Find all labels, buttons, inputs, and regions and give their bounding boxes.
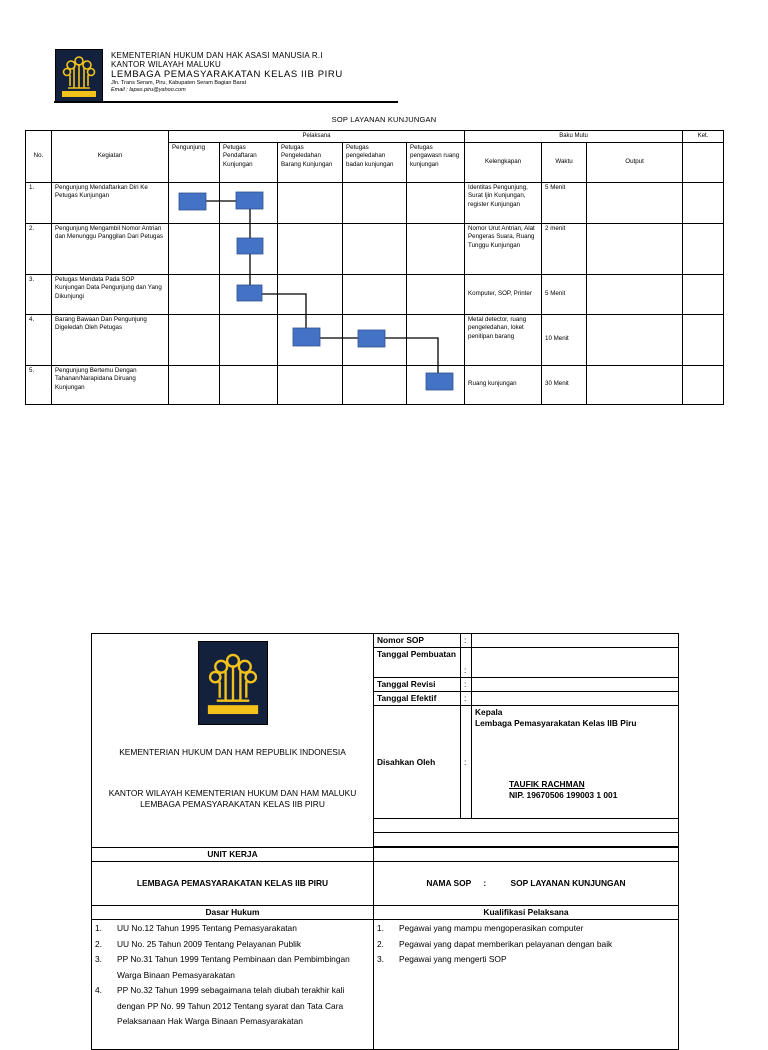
list-item: 2. Pegawai yang dapat memberikan pelayanan dengan baik	[377, 938, 613, 949]
list-item: 1. UU No.12 Tahun 1995 Tentang Pemasyarakatan	[95, 923, 297, 933]
kualifikasi-header: Kualifikasi Pelaksana	[374, 906, 679, 920]
header-address: Jln. Trans Seram, Piru, Kabupaten Seram Bagian Barat	[111, 80, 247, 86]
ministry-logo-large	[198, 641, 268, 725]
ministry-logo	[55, 49, 103, 103]
row-kelengkapan: Metal detector, ruang pengeledahan, loket penitipan barang	[465, 314, 542, 365]
row-kegiatan: Pengunjung Mendaftarkan Diri Ke Petugas Kunjungan	[52, 182, 169, 223]
header-no: No.	[26, 131, 52, 183]
blank-cell	[374, 848, 679, 862]
label-tanggal-efektif: Tanggal Efektif	[374, 692, 461, 706]
colon: :	[461, 634, 472, 648]
nama-sop-cell	[374, 862, 679, 906]
list-item: 3. Pegawai yang mengerti SOP	[377, 954, 507, 964]
row-waktu: 2 menit	[542, 223, 587, 274]
row-waktu: 10 Menit	[542, 314, 587, 365]
colon: :	[461, 678, 472, 692]
row-no: 4.	[26, 314, 52, 365]
row-kelengkapan: Identitas Pengunjung, Surat Ijin Kunjungan, register Kunjungan	[465, 182, 542, 223]
colon: :	[461, 692, 472, 706]
list-item: 2. UU No. 25 Tahun 2009 Tentang Pelayanan Publik	[95, 938, 302, 949]
value-nomor-sop	[472, 634, 679, 648]
unit-kerja-header: UNIT KERJA	[92, 848, 374, 862]
table-row	[26, 314, 724, 365]
form-org-name: KEMENTERIAN HUKUM DAN HAM REPUBLIK INDONESIA	[119, 747, 346, 757]
label-nomor-sop: Nomor SOP	[374, 634, 461, 648]
dasar-hukum-list	[95, 921, 370, 1030]
sop-title: SOP LAYANAN KUNJUNGAN	[331, 115, 437, 124]
actor-header: Pengunjung	[169, 142, 220, 182]
colon: :	[483, 878, 487, 888]
table-row	[26, 274, 724, 314]
header-ministry: KEMENTERIAN HUKUM DAN HAK ASASI MANUSIA R.I	[111, 51, 323, 60]
actor-header: Petugas Pengeledahan Barang Kunjungan	[278, 142, 343, 182]
row-kegiatan: Barang Bawaan Dan Pengunjung Digeledah Oleh Petugas	[52, 314, 169, 365]
form-lapas: LEMBAGA PEMASYARAKATAN KELAS IIB PIRU	[140, 799, 325, 809]
sop-flow-table	[25, 130, 724, 405]
nama-sop-value: SOP LAYANAN KUNJUNGAN	[510, 878, 626, 888]
signer-nip: NIP. 19670506 199003 1 001	[509, 790, 618, 800]
unit-kerja-value: LEMBAGA PEMASYARAKATAN KELAS IIB PIRU	[92, 862, 374, 906]
kualifikasi-list-cell	[374, 920, 679, 1050]
header-org-block	[111, 51, 343, 93]
label-disahkan-oleh: Disahkan Oleh	[374, 706, 461, 819]
row-kegiatan: Pengunjung Bertemu Dengan Tahanan/Narapidana Diruang Kunjungan	[52, 365, 169, 404]
pengayoman-emblem-icon	[56, 50, 102, 102]
kualifikasi-list	[377, 921, 675, 968]
dasar-hukum-header: Dasar Hukum	[92, 906, 374, 920]
table-row	[26, 182, 724, 223]
list-item: 1. Pegawai yang mampu mengoperasikan computer	[377, 923, 584, 933]
row-no: 1.	[26, 182, 52, 223]
row-no: 2.	[26, 223, 52, 274]
header-email: Email : lapas.piru@yahoo.com	[111, 86, 186, 93]
row-kelengkapan: Ruang kunjungan	[465, 365, 542, 404]
list-item: 3. PP No.31 Tahun 1999 Tentang Pembinaan dan Pembimbingan Warga Binaan Pemasyarakatan	[95, 954, 350, 980]
value-tanggal-revisi	[472, 678, 679, 692]
row-kegiatan: Petugas Mendata Pada SOP Kunjungan Data Pengunjung dan Yang Dikunjungi	[52, 274, 169, 314]
form-kanwil: KANTOR WILAYAH KEMENTERIAN HUKUM DAN HAM MALUKU	[108, 788, 357, 798]
header-kanwil: KANTOR WILAYAH MALUKU	[111, 60, 221, 69]
value-tanggal-pembuatan	[472, 648, 679, 678]
colon: :	[461, 648, 472, 678]
row-waktu: 5 Menit	[542, 182, 587, 223]
org-identity-cell	[92, 634, 374, 848]
header-divider	[54, 101, 398, 103]
row-kegiatan: Pengunjung Mengambil Nomor Antrian dan Menunggu Panggilan Dari Petugas	[52, 223, 169, 274]
label-tanggal-pembuatan: Tanggal Pembuatan	[374, 648, 461, 678]
approval-cell	[472, 706, 679, 819]
row-kelengkapan: Nomor Urut Antrian, Alat Pengeras Suara, Ruang Tunggu Kunjungan	[465, 223, 542, 274]
header-waktu: Waktu	[542, 142, 587, 182]
table-row	[26, 223, 724, 274]
row-waktu: 30 Menit	[542, 365, 587, 404]
actor-header: Petugas pengawasn ruang kunjungan	[407, 142, 465, 182]
header-lapas: LEMBAGA PEMASYARAKATAN KELAS IIB PIRU	[111, 69, 343, 80]
blank-row	[374, 819, 679, 833]
actor-header: Petugas Pendaftaran Kunjungan	[220, 142, 278, 182]
row-waktu: 5 Menit	[542, 274, 587, 314]
value-tanggal-efektif	[472, 692, 679, 706]
header-kegiatan: Kegiatan	[52, 131, 169, 183]
blank-row	[374, 833, 679, 847]
header-pelaksana: Pelaksana	[169, 131, 465, 143]
pengayoman-emblem-icon	[199, 642, 267, 724]
header-ket-blank	[683, 142, 724, 182]
sop-identity-form	[91, 633, 679, 1050]
row-kelengkapan: Komputer, SOP, Printer	[465, 274, 542, 314]
row-no: 5.	[26, 365, 52, 404]
row-no: 3.	[26, 274, 52, 314]
colon: :	[461, 706, 472, 819]
header-baku-mutu: Baku Mutu	[465, 131, 683, 143]
list-item: 4. PP No.32 Tahun 1999 sebagaimana telah diubah terakhir kali dengan PP No. 99 Tahun 2012 Tentang syarat dan Tata Cara Pelaksanaan Hak Warga Binaan Pemasyarakatan	[95, 985, 345, 1026]
dasar-hukum-list-cell	[92, 920, 374, 1050]
header-kelengkapan: Kelengkapan	[465, 142, 542, 182]
table-row	[26, 365, 724, 404]
approval-unit: Lembaga Pemasyarakatan Kelas IIB Piru	[475, 718, 637, 728]
label-tanggal-revisi: Tanggal Revisi	[374, 678, 461, 692]
actor-header: Petugas pengeledahan badan kunjungan	[343, 142, 407, 182]
nama-sop-label: NAMA SOP	[426, 878, 472, 888]
header-ket: Ket.	[683, 131, 724, 143]
signer-name: TAUFIK RACHMAN	[509, 779, 585, 789]
header-output: Output	[587, 142, 683, 182]
approval-kepala: Kepala	[475, 707, 503, 717]
